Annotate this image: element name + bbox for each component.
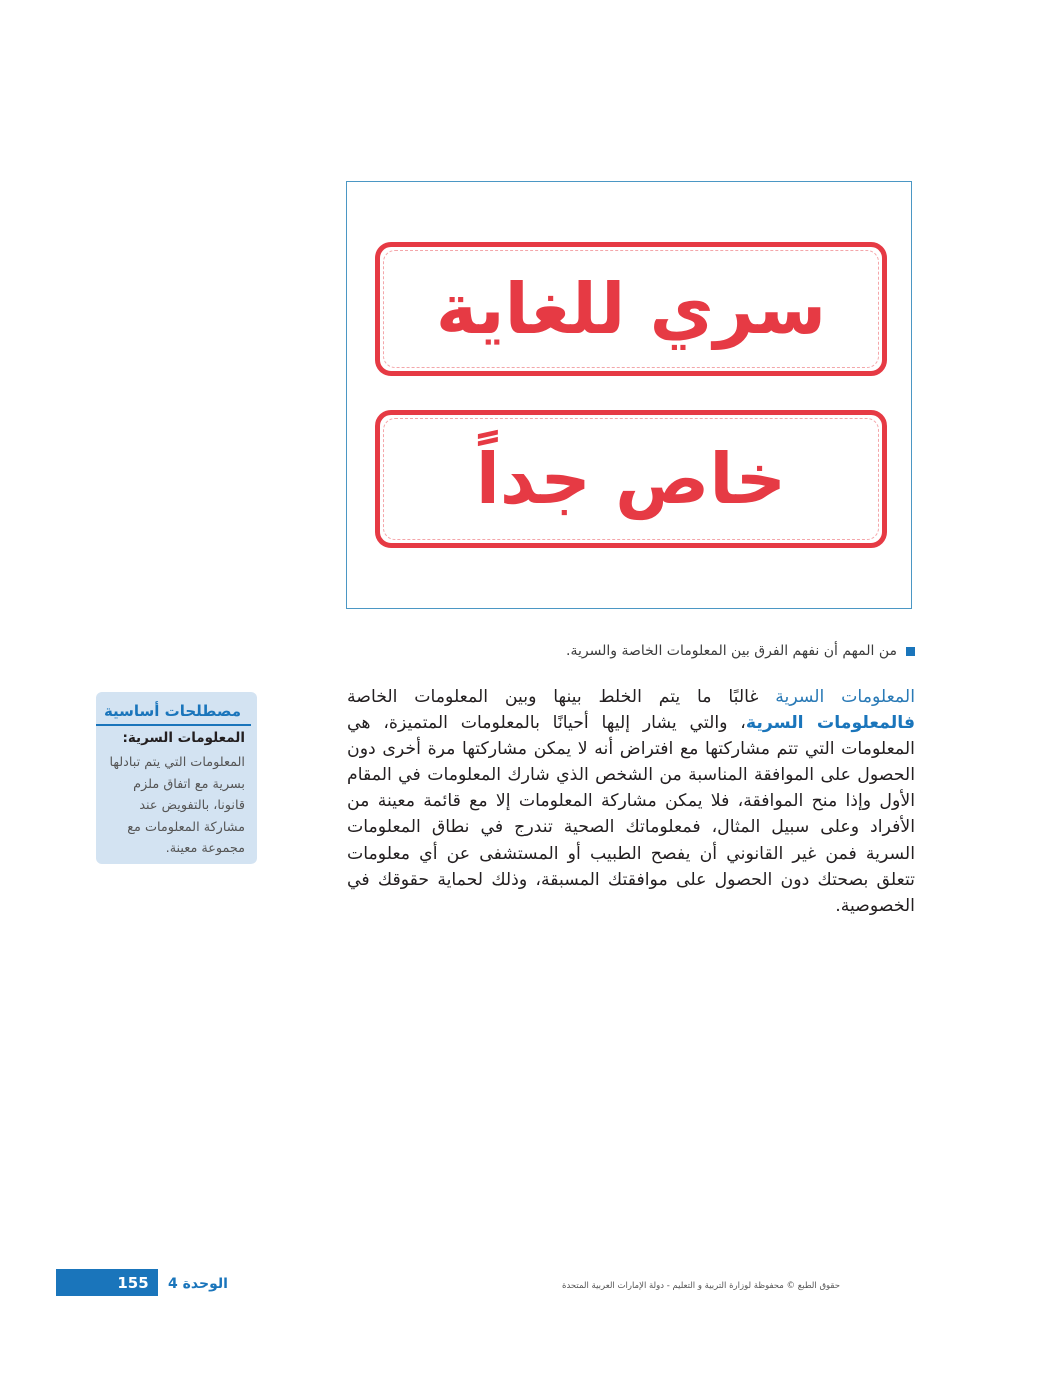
very-private-stamp-text: خاص جداً [475, 438, 787, 520]
term-inline: المعلومات السرية [775, 687, 915, 707]
unit-label: الوحدة 4 [168, 1276, 228, 1292]
body-paragraph [347, 684, 915, 919]
body-part-2: ، والتي يشار إليها أحيانًا بالمعلومات المتميزة، هي المعلومات التي تتم مشاركتها مع افتراض أنه لا يمكن مشاركتها مرة أخرى دون الحصول على الموافقة المناسبة من الشخص الذي شارك المعلومات في المقام الأول وإذا منح الموافقة، فلا يمكن مشاركة المعلومات إلا مع قائمة معينة من الأفراد وعلى سبيل المثال، فمعلوماتك الصحية تندرج في نطاق المعلومات السرية فمن غير القانوني أن يفصح الطبيب أو المستشفى عن أي معلومات تتعلق بصحتك دون الحصول على موافقتك المسبقة، وذلك لحماية حقوقك في الخصوصية. [347, 713, 915, 916]
bullet-square-icon [906, 647, 915, 656]
key-term-name: المعلومات السرية: [122, 730, 245, 746]
page-number: 155 [117, 1274, 149, 1292]
body-part-1: غالبًا ما يتم الخلط بينها وبين المعلومات الخاصة [347, 687, 776, 707]
key-terms-title: مصطلحات أساسية [96, 700, 251, 726]
copyright-notice: حقوق الطبع © محفوظة لوزارة التربية و التعليم - دولة الإمارات العربية المتحدة [562, 1281, 840, 1291]
figure-caption [355, 643, 915, 659]
figure-caption-text: من المهم أن نفهم الفرق بين المعلومات الخاصة والسرية. [566, 643, 897, 659]
top-secret-stamp [375, 242, 887, 376]
term-bold: فالمعلومات السرية [745, 713, 916, 734]
stamp-figure [346, 181, 912, 609]
key-terms-sidebar [96, 692, 257, 864]
key-term-definition: المعلومات التي يتم تبادلها بسرية مع اتفاق ملزم قانونا، بالتفويض عند مشاركة المعلومات مع مجموعة معينة. [109, 755, 245, 856]
very-private-stamp [375, 410, 887, 548]
top-secret-stamp-text: سري للغاية [435, 268, 827, 350]
